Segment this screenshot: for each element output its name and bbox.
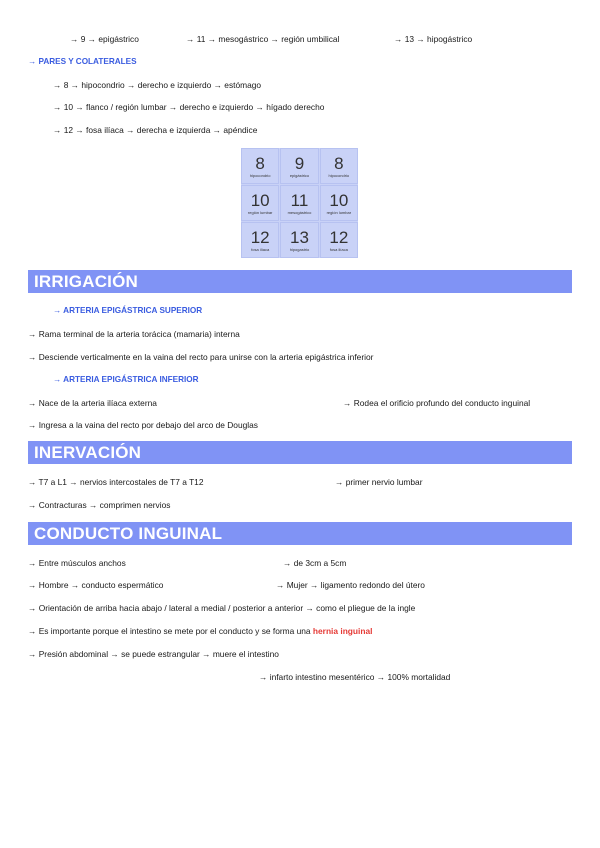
pares-item-hipocondrio: → 8 → hipocondrio → derecho e izquierdo → estómago <box>53 80 262 90</box>
grid-label: hipogastrio <box>289 246 310 252</box>
hernia-inguinal-highlight: hernia inguinal <box>312 626 373 636</box>
grid-cell <box>320 222 358 258</box>
grid-cell <box>320 185 358 221</box>
grid-cell <box>280 185 318 221</box>
grid-cell <box>241 185 279 221</box>
conducto-line-6: → infarto intestino mesentérico → 100% mortalidad <box>259 672 451 682</box>
inervacion-line-1a: → T7 a L1 → nervios intercostales de T7 a T12 <box>28 477 204 487</box>
grid-label: fosa ilíaca <box>251 246 270 252</box>
grid-number: 9 <box>294 153 305 173</box>
grid-cell <box>241 148 279 184</box>
grid-label: región lumbar <box>247 209 273 215</box>
arteria-inferior-heading: → ARTERIA EPIGÁSTRICA INFERIOR <box>53 375 199 384</box>
inervacion-line-2: → Contracturas → comprimen nervios <box>28 500 171 510</box>
grid-cell <box>280 222 318 258</box>
grid-label: hipocondrio <box>249 172 271 178</box>
conducto-line-4 <box>28 626 372 636</box>
grid-number: 10 <box>329 190 349 210</box>
grid-number: 8 <box>334 153 344 173</box>
top-item-epigastrico: → 9 → epigástrico <box>70 34 139 44</box>
pares-item-flanco: → 10 → flanco / región lumbar → derecho e izquierdo → hígado derecho <box>53 102 325 112</box>
grid-cell <box>320 148 358 184</box>
grid-number: 13 <box>290 227 309 247</box>
grid-label: región lumbar <box>326 209 352 215</box>
arteria-superior-line-2: → Desciende verticalmente en la vaina del recto para unirse con la arteria epigástrica inferior <box>28 352 374 362</box>
grid-number: 12 <box>250 227 270 247</box>
arteria-superior-heading: → ARTERIA EPIGÁSTRICA SUPERIOR <box>53 306 203 315</box>
conducto-line-4-text: → Es importante porque el intestino se mete por el conducto y se forma una <box>28 626 313 636</box>
grid-label: fosa ilíaca <box>329 246 348 252</box>
inervacion-line-1b: → primer nervio lumbar <box>335 477 423 487</box>
conducto-line-2b: → Mujer → ligamento redondo del útero <box>276 580 425 590</box>
grid-number: 10 <box>250 190 270 210</box>
conducto-line-5: → Presión abdominal → se puede estrangular → muere el intestino <box>28 649 279 659</box>
conducto-line-1a: → Entre músculos anchos <box>28 558 126 568</box>
pares-item-fosa-iliaca: → 12 → fosa ilíaca → derecha e izquierda → apéndice <box>53 125 258 135</box>
top-item-hipogastrico: → 13 → hipogástrico <box>394 34 473 44</box>
grid-label: hipocondrio <box>328 172 350 178</box>
conducto-line-2a: → Hombre → conducto espermático <box>28 580 164 590</box>
arteria-superior-line-1: → Rama terminal de la arteria torácica (mamaria) interna <box>28 329 240 339</box>
grid-cell <box>280 148 318 184</box>
grid-label: epigástrico <box>289 172 310 178</box>
abdominal-regions-grid <box>241 148 358 258</box>
arteria-inferior-line-1b: → Rodea el orificio profundo del conducto inguinal <box>343 398 531 408</box>
conducto-banner: CONDUCTO INGUINAL <box>28 522 572 545</box>
grid-number: 11 <box>290 190 309 210</box>
grid-number: 8 <box>255 153 265 173</box>
top-item-mesogastrico: → 11 → mesogástrico → región umbilical <box>186 34 340 44</box>
pares-heading: → PARES Y COLATERALES <box>28 57 137 66</box>
grid-label: mesogástrico <box>287 209 312 215</box>
conducto-line-1b: → de 3cm a 5cm <box>283 558 347 568</box>
inervacion-banner: INERVACIÓN <box>28 441 572 464</box>
grid-cell <box>241 222 279 258</box>
grid-number: 12 <box>329 227 349 247</box>
arteria-inferior-line-2: → Ingresa a la vaina del recto por debajo del arco de Douglas <box>28 420 258 430</box>
conducto-line-3: → Orientación de arriba hacia abajo / lateral a medial / posterior a anterior → como el pliegue de la ingle <box>28 603 416 613</box>
irrigacion-banner: IRRIGACIÓN <box>28 270 572 293</box>
arteria-inferior-line-1a: → Nace de la arteria ilíaca externa <box>28 398 157 408</box>
